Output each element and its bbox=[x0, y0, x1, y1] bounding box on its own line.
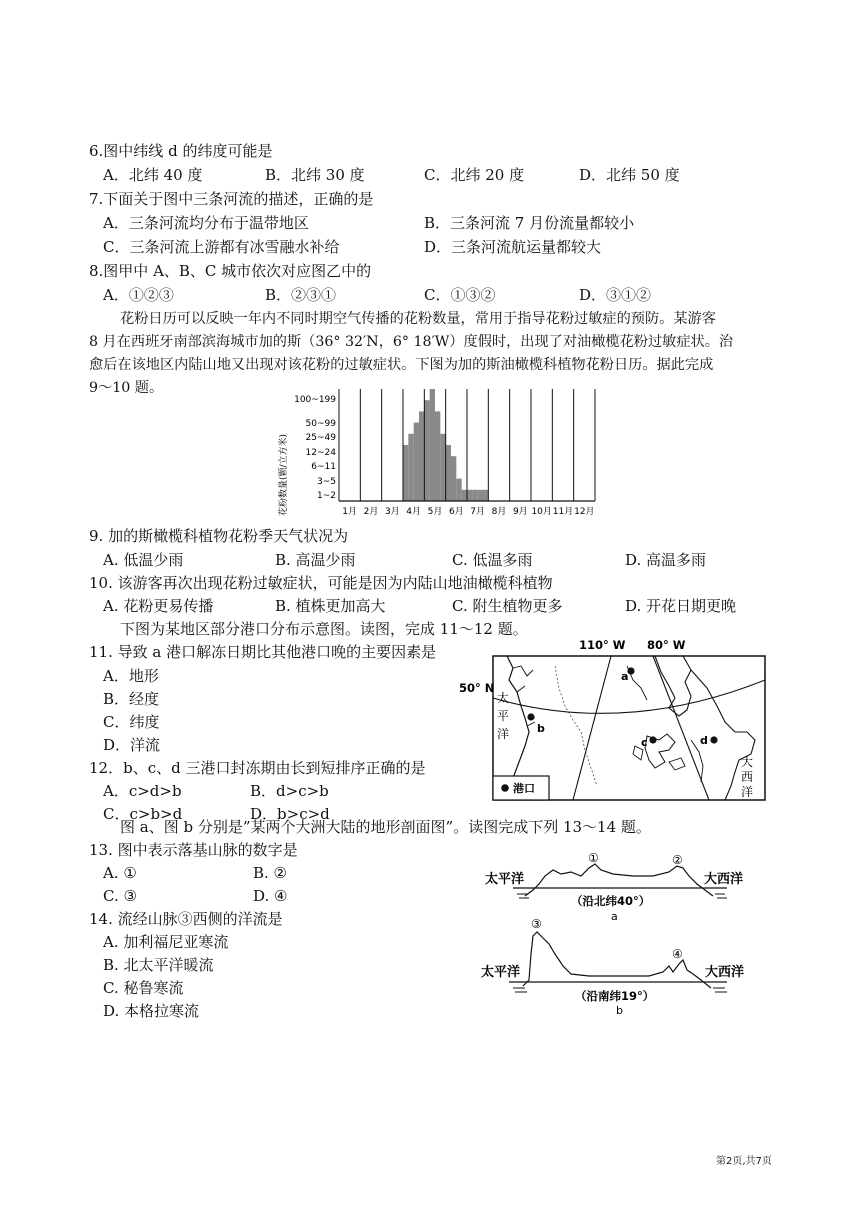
q12-option-a: A．c>d>b bbox=[103, 782, 182, 800]
pollen-bar-9 bbox=[446, 445, 451, 501]
q8-stem: 8.图甲中 A、B、C 城市依次对应图乙中的 bbox=[89, 262, 372, 280]
q14-option-d: D. 本格拉寒流 bbox=[103, 1002, 200, 1020]
q9-option-d: D. 高温多雨 bbox=[625, 551, 707, 569]
profile-b-right-ocean: 大西洋 bbox=[705, 965, 745, 980]
pollen-bar-7 bbox=[435, 411, 440, 501]
q10-option-b: B. 植株更加高大 bbox=[275, 597, 386, 615]
x-tick-label-11: 11月 bbox=[552, 507, 574, 517]
map-pacific-char1: 太 bbox=[497, 691, 510, 705]
map-lon-110w: 110° W bbox=[579, 638, 626, 652]
profile-b-caption: （沿南纬19°） bbox=[575, 989, 655, 1003]
x-tick-label-5: 5月 bbox=[427, 507, 443, 517]
profile-b-mark-3: ③ bbox=[531, 917, 542, 931]
pollen-bar-1 bbox=[403, 445, 408, 501]
pollen-bar-13 bbox=[467, 490, 472, 501]
pollen-bar-12 bbox=[462, 490, 467, 501]
pollen-bar-2 bbox=[408, 434, 413, 501]
q9-option-b: B. 高温少雨 bbox=[275, 551, 356, 569]
q13-option-c: C. ③ bbox=[103, 887, 137, 905]
map-legend-port-icon bbox=[501, 784, 509, 792]
x-tick-label-10: 10月 bbox=[531, 507, 552, 517]
q12-stem: 12．b、c、d 三港口封冻期由长到短排序正确的是 bbox=[89, 759, 426, 777]
passage1-line4: 9～10 题。 bbox=[89, 380, 164, 396]
y-tick-label-1: 1~2 bbox=[317, 491, 336, 501]
q10-option-d: D. 开花日期更晚 bbox=[625, 597, 737, 615]
q6-option-b: B．北纬 30 度 bbox=[265, 166, 365, 184]
port-c-label: c bbox=[641, 736, 648, 749]
chart-y-axis-title bbox=[277, 434, 289, 516]
q14-stem: 14. 流经山脉③西侧的洋流是 bbox=[89, 910, 283, 928]
x-tick-label-3: 3月 bbox=[384, 507, 400, 517]
q14-option-c: C. 秘鲁寒流 bbox=[103, 979, 184, 997]
map-atlantic-char2: 西 bbox=[741, 770, 754, 784]
port-map bbox=[455, 636, 773, 806]
x-tick-label-1: 1月 bbox=[342, 507, 358, 517]
port-c-marker bbox=[649, 736, 656, 743]
port-b-label: b bbox=[537, 722, 545, 735]
passage2: 下图为某地区部分港口分布示意图。读图，完成 11～12 题。 bbox=[120, 620, 528, 638]
profile-a-label: a bbox=[611, 910, 618, 922]
y-tick-label-5: 25~49 bbox=[305, 433, 336, 443]
q12-option-d: D．b>c>d bbox=[250, 805, 330, 823]
q7-option-d: D．三条河流航运量都较大 bbox=[424, 238, 602, 256]
y-tick-label-4: 12~24 bbox=[305, 448, 336, 458]
x-tick-label-4: 4月 bbox=[406, 507, 422, 517]
page-number: 第2页,共7页 bbox=[716, 1156, 772, 1167]
profile-a-mark-1: ① bbox=[588, 851, 599, 865]
profile-a-terrain bbox=[525, 864, 713, 896]
q8-option-d: D．③①② bbox=[579, 286, 652, 304]
passage1-line2: 8 月在西班牙南部滨海城市加的斯（36° 32′N，6° 18′W）度假时，出现了对油橄榄花粉过敏症状。治 bbox=[89, 334, 734, 350]
pollen-bar-14 bbox=[472, 490, 477, 501]
profile-b-left-ocean: 太平洋 bbox=[481, 965, 521, 980]
x-tick-label-12: 12月 bbox=[574, 507, 595, 517]
q8-option-a: A．①②③ bbox=[103, 286, 174, 304]
q11-option-a: A．地形 bbox=[103, 667, 159, 685]
pollen-bar-10 bbox=[451, 456, 456, 501]
q6-stem: 6.图中纬线 d 的纬度可能是 bbox=[89, 142, 273, 160]
map-legend-label: 港口 bbox=[513, 782, 535, 795]
map-lat-50n: 50° N bbox=[459, 681, 495, 695]
q11-stem: 11. 导致 a 港口解冻日期比其他港口晚的主要因素是 bbox=[89, 643, 437, 661]
port-d-marker bbox=[710, 736, 717, 743]
x-tick-label-2: 2月 bbox=[363, 507, 379, 517]
q10-option-c: C. 附生植物更多 bbox=[452, 597, 563, 615]
q6-option-c: C．北纬 20 度 bbox=[424, 166, 525, 184]
q9-option-c: C. 低温多雨 bbox=[452, 551, 533, 569]
q7-stem: 7.下面关于图中三条河流的描述，正确的是 bbox=[89, 190, 374, 208]
pollen-bar-15 bbox=[478, 490, 483, 501]
q11-option-b: B．经度 bbox=[103, 690, 160, 708]
pollen-bar-8 bbox=[440, 434, 445, 501]
y-tick-label-3: 6~11 bbox=[311, 462, 336, 472]
map-atlantic-char1: 大 bbox=[741, 755, 754, 769]
map-atlantic-char3: 洋 bbox=[741, 785, 754, 799]
passage1-line1: 花粉日历可以反映一年内不同时期空气传播的花粉数量，常用于指导花粉过敏症的预防。某游客 bbox=[120, 311, 716, 327]
x-tick-label-6: 6月 bbox=[448, 507, 464, 517]
profile-b-label: b bbox=[616, 1004, 623, 1016]
q14-option-b: B. 北太平洋暖流 bbox=[103, 956, 214, 974]
x-tick-label-7: 7月 bbox=[470, 507, 486, 517]
q6-option-a: A．北纬 40 度 bbox=[103, 166, 203, 184]
map-pacific-char2: 平 bbox=[497, 709, 510, 723]
pollen-bar-11 bbox=[456, 479, 461, 501]
q14-option-a: A. 加利福尼亚寒流 bbox=[103, 933, 229, 951]
profile-a-diagram bbox=[483, 850, 758, 922]
q13-option-a: A. ① bbox=[103, 864, 137, 882]
passage1-line3: 愈后在该地区内陆山地又出现对该花粉的过敏症状。下图为加的斯油橄榄科植物花粉日历。据此完成 bbox=[89, 357, 714, 373]
port-b-marker bbox=[527, 713, 534, 720]
map-lon-80w: 80° W bbox=[647, 638, 686, 652]
map-pacific-char3: 洋 bbox=[497, 727, 510, 741]
q13-option-d: D. ④ bbox=[253, 887, 288, 905]
x-tick-label-9: 9月 bbox=[512, 507, 528, 517]
x-tick-label-8: 8月 bbox=[491, 507, 507, 517]
profile-a-right-ocean: 大西洋 bbox=[704, 872, 744, 887]
pollen-bar-4 bbox=[419, 411, 424, 501]
pollen-calendar-chart bbox=[262, 385, 612, 525]
profile-b-mark-4: ④ bbox=[672, 947, 683, 961]
profile-a-caption: （沿北纬40°） bbox=[571, 894, 651, 908]
svg-text:花粉数量(颗/立方米): 花粉数量(颗/立方米) bbox=[279, 433, 289, 517]
q10-stem: 10. 该游客再次出现花粉过敏症状，可能是因为内陆山地油橄榄科植物 bbox=[89, 574, 553, 592]
q9-option-a: A. 低温少雨 bbox=[103, 551, 184, 569]
y-tick-label-7: 100~199 bbox=[294, 395, 336, 405]
pollen-bar-3 bbox=[414, 423, 419, 501]
passage3: 图 a、图 b 分别是”某两个大洲大陆的地形剖面图”。读图完成下列 13～14 题。 bbox=[120, 818, 651, 836]
q7-option-c: C．三条河流上游都有冰雪融水补给 bbox=[103, 238, 340, 256]
profile-b-diagram bbox=[479, 914, 759, 1016]
pollen-bar-6 bbox=[430, 389, 435, 501]
q7-option-b: B．三条河流 7 月份流量都较小 bbox=[424, 214, 635, 232]
pollen-bar-5 bbox=[424, 400, 429, 501]
profile-b-terrain bbox=[523, 932, 711, 988]
port-a-label: a bbox=[621, 670, 629, 683]
q6-option-d: D．北纬 50 度 bbox=[579, 166, 680, 184]
q8-option-c: C．①③② bbox=[424, 286, 496, 304]
q13-option-b: B. ② bbox=[253, 864, 288, 882]
port-a-marker bbox=[627, 667, 634, 674]
q9-stem: 9. 加的斯橄榄科植物花粉季天气状况为 bbox=[89, 527, 349, 545]
q11-option-c: C．纬度 bbox=[103, 713, 160, 731]
q7-option-a: A．三条河流均分布于温带地区 bbox=[103, 214, 309, 232]
q13-stem: 13. 图中表示落基山脉的数字是 bbox=[89, 841, 298, 859]
y-tick-label-2: 3~5 bbox=[317, 477, 336, 487]
q8-option-b: B．②③① bbox=[265, 286, 337, 304]
q10-option-a: A. 花粉更易传播 bbox=[103, 597, 214, 615]
pollen-bar-16 bbox=[483, 490, 488, 501]
port-d-label: d bbox=[700, 734, 708, 747]
profile-a-mark-2: ② bbox=[672, 853, 683, 867]
y-tick-label-6: 50~99 bbox=[305, 419, 336, 429]
q11-option-d: D．洋流 bbox=[103, 736, 161, 754]
q12-option-c: C．c>b>d bbox=[103, 805, 183, 823]
q12-option-b: B．d>c>b bbox=[250, 782, 329, 800]
profile-a-left-ocean: 太平洋 bbox=[485, 872, 525, 887]
